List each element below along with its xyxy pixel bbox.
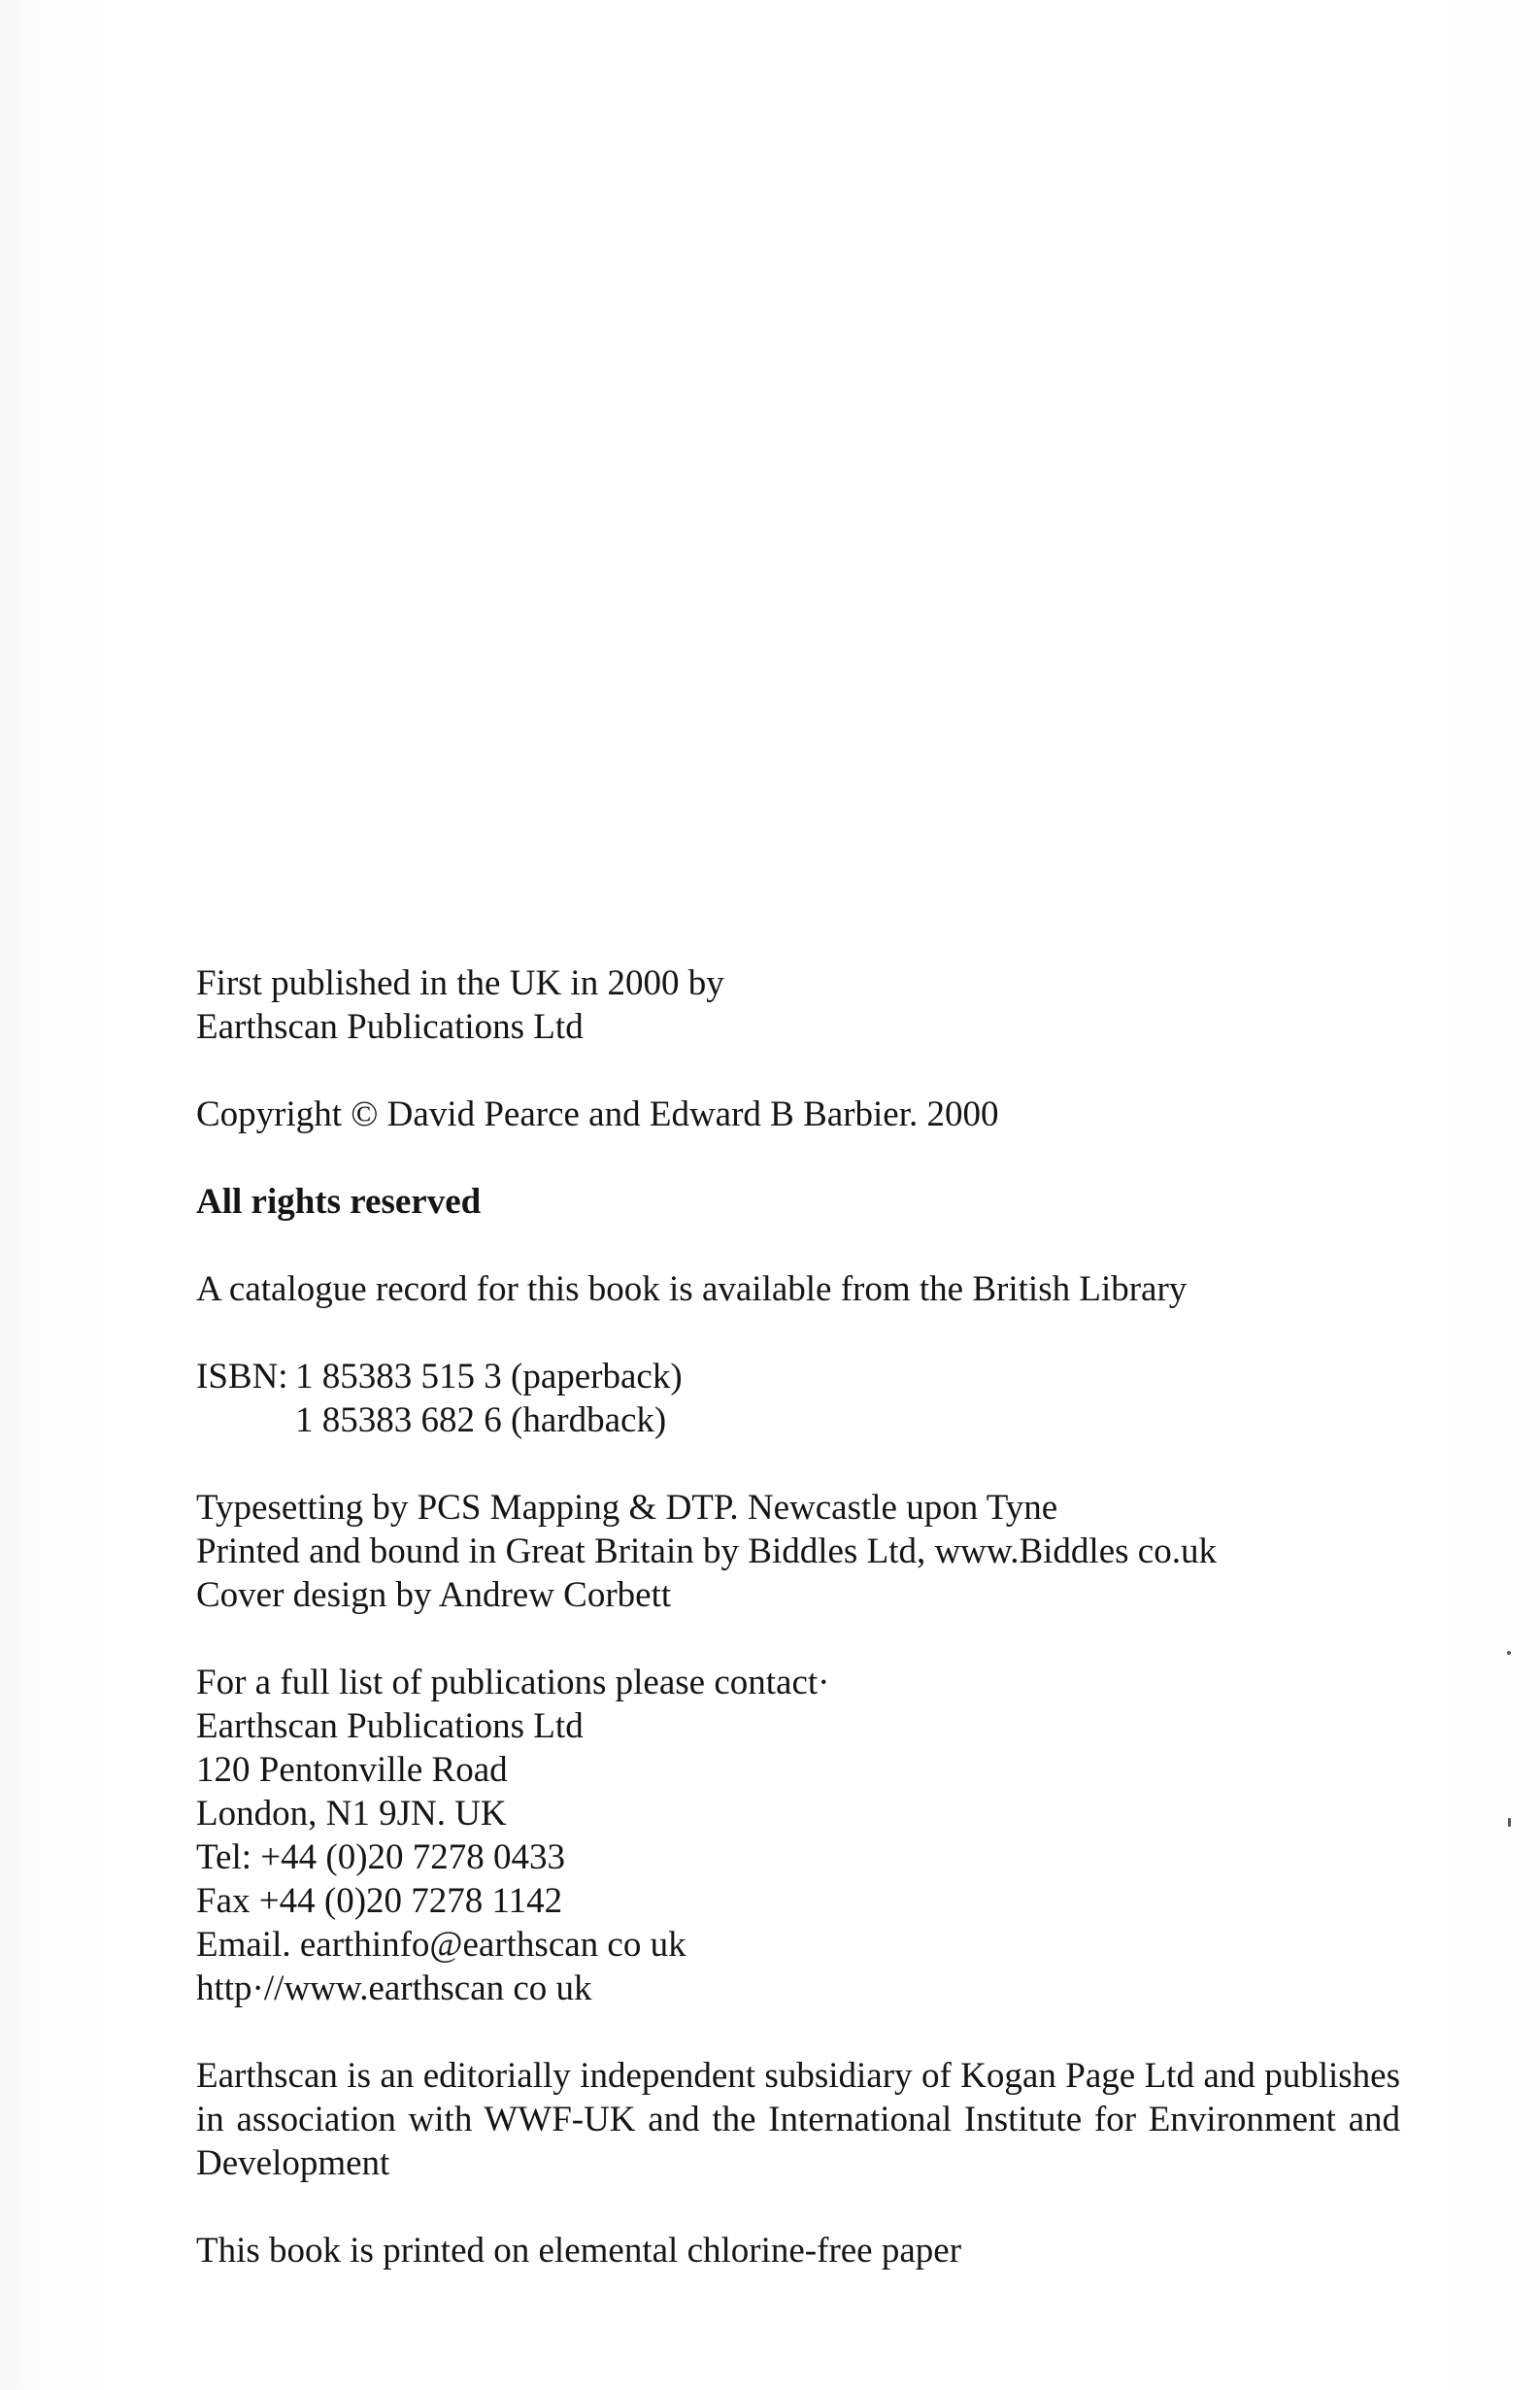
rights-reserved: All rights reserved — [196, 1182, 482, 1222]
first-published-block — [196, 961, 1400, 1049]
contact-fax: Fax +44 (0)20 7278 1142 — [196, 1881, 563, 1921]
isbn-hardback: 1 85383 682 6 (hardback) — [295, 1400, 667, 1440]
contact-city: London, N1 9JN. UK — [196, 1794, 507, 1834]
about-publisher: Earthscan is an editorially independent subsidiary of Kogan Page Ltd and publishes in association with WWF-UK and the International Institute for Environment and Development — [196, 2056, 1400, 2183]
printing-credit: Printed and bound in Great Britain by Biddles Ltd, www.Biddles co.uk — [196, 1532, 1217, 1571]
production-credits — [196, 1486, 1400, 1617]
contact-block — [196, 1661, 1400, 2010]
typesetting-credit: Typesetting by PCS Mapping & DTP. Newcastle upon Tyne — [196, 1488, 1058, 1528]
first-published-line: First published in the UK in 2000 by — [196, 963, 724, 1003]
copyright-notice: Copyright © David Pearce and Edward B Barbier. 2000 — [196, 1094, 999, 1134]
imprint-page — [196, 961, 1400, 2272]
isbn-paperback-row — [196, 1355, 1400, 1398]
contact-name: Earthscan Publications Ltd — [196, 1706, 584, 1746]
cover-credit: Cover design by Andrew Corbett — [196, 1575, 672, 1615]
contact-email: Email. earthinfo@earthscan co uk — [196, 1925, 686, 1965]
scan-speck — [1508, 1818, 1511, 1827]
publisher-name: Earthscan Publications Ltd — [196, 1007, 584, 1047]
isbn-hardback-row — [196, 1398, 1400, 1442]
isbn-paperback: 1 85383 515 3 (paperback) — [295, 1357, 683, 1397]
contact-tel: Tel: +44 (0)20 7278 0433 — [196, 1837, 566, 1877]
isbn-label: ISBN: — [196, 1357, 288, 1397]
contact-web: http·//www.earthscan co uk — [196, 1969, 592, 2008]
paper-notice: This book is printed on elemental chlorine-free paper — [196, 2231, 962, 2271]
contact-intro: For a full list of publications please contact· — [196, 1663, 830, 1702]
catalogue-record: A catalogue record for this book is available from the British Library — [196, 1269, 1188, 1309]
scan-speck — [1507, 1651, 1511, 1655]
isbn-block — [196, 1355, 1400, 1442]
contact-street: 120 Pentonville Road — [196, 1750, 508, 1790]
